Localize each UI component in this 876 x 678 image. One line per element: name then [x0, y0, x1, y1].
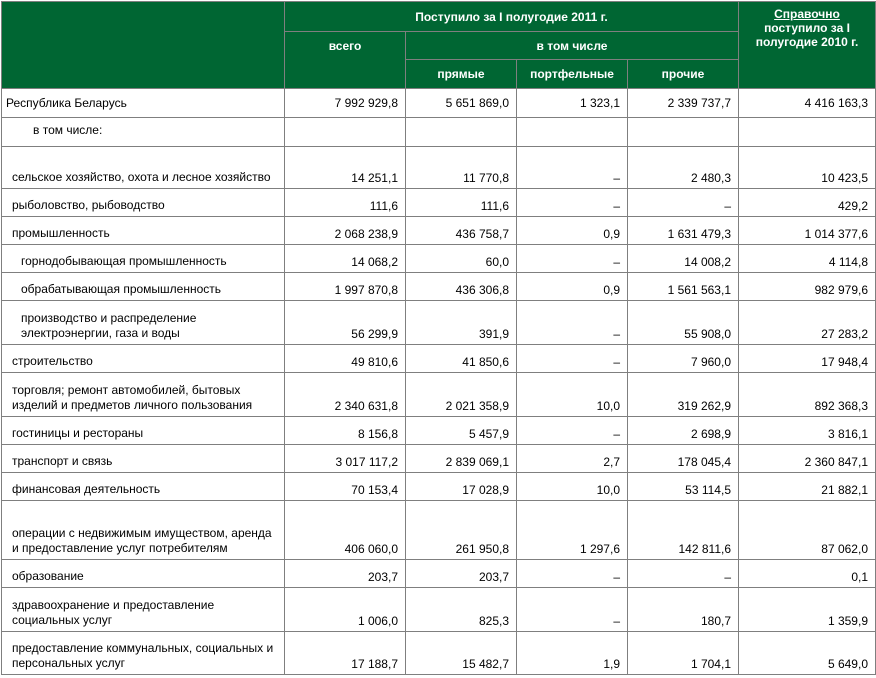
- table-row: [2, 147, 876, 189]
- cell-total: 1 997 870,8: [285, 273, 406, 301]
- cell-total: 2 068 238,9: [285, 217, 406, 245]
- row-name: горнодобывающая промышленность: [2, 245, 285, 273]
- cell-other: 2 480,3: [628, 147, 739, 189]
- reference-text: поступило за I полугодие 2010 г.: [755, 21, 859, 49]
- row-name: сельское хозяйство, охота и лесное хозяйство: [2, 147, 285, 189]
- cell-other: 55 908,0: [628, 301, 739, 345]
- cell-direct: 391,9: [406, 301, 517, 345]
- row-name: производство и распределение электроэнергии, газа и воды: [2, 301, 285, 345]
- cell-other: 180,7: [628, 588, 739, 632]
- cell-other: –: [628, 560, 739, 588]
- row-name: Республика Беларусь: [2, 89, 285, 118]
- cell-direct: 5 651 869,0: [406, 89, 517, 118]
- cell-total: 14 068,2: [285, 245, 406, 273]
- cell-other: 14 008,2: [628, 245, 739, 273]
- row-name: рыболовство, рыбоводство: [2, 189, 285, 217]
- cell-ref2010: 892 368,3: [739, 373, 876, 417]
- cell-direct: 17 028,9: [406, 473, 517, 501]
- cell-direct: 111,6: [406, 189, 517, 217]
- cell-total: 203,7: [285, 560, 406, 588]
- cell-total: 7 992 929,8: [285, 89, 406, 118]
- table-row: [2, 217, 876, 245]
- cell-total: 14 251,1: [285, 147, 406, 189]
- cell-direct: 5 457,9: [406, 417, 517, 445]
- table-body: [2, 89, 876, 675]
- cell-portfolio: –: [517, 147, 628, 189]
- cell-direct: 436 758,7: [406, 217, 517, 245]
- cell-direct: 436 306,8: [406, 273, 517, 301]
- cell-direct: 825,3: [406, 588, 517, 632]
- header-blank-cell: [2, 2, 285, 89]
- table-row: [2, 118, 876, 147]
- header-portfolio: портфельные: [517, 60, 628, 89]
- table-row: [2, 473, 876, 501]
- table-row: [2, 245, 876, 273]
- cell-direct: 60,0: [406, 245, 517, 273]
- cell-direct: 261 950,8: [406, 501, 517, 560]
- table-row: [2, 560, 876, 588]
- cell-portfolio: 1,9: [517, 632, 628, 675]
- table-row: [2, 501, 876, 560]
- cell-total: 49 810,6: [285, 345, 406, 373]
- cell-other: [628, 118, 739, 147]
- header-reference-2010: [739, 2, 876, 89]
- cell-ref2010: 1 014 377,6: [739, 217, 876, 245]
- cell-ref2010: 429,2: [739, 189, 876, 217]
- cell-ref2010: 0,1: [739, 560, 876, 588]
- cell-ref2010: 87 062,0: [739, 501, 876, 560]
- cell-other: –: [628, 189, 739, 217]
- cell-direct: [406, 118, 517, 147]
- cell-other: 1 631 479,3: [628, 217, 739, 245]
- cell-portfolio: –: [517, 560, 628, 588]
- cell-other: 142 811,6: [628, 501, 739, 560]
- cell-portfolio: –: [517, 189, 628, 217]
- cell-portfolio: 1 323,1: [517, 89, 628, 118]
- cell-portfolio: –: [517, 301, 628, 345]
- header-total: всего: [285, 32, 406, 89]
- row-name: предоставление коммунальных, социальных и персональных услуг: [2, 632, 285, 675]
- cell-portfolio: 10,0: [517, 373, 628, 417]
- table-row: [2, 345, 876, 373]
- cell-portfolio: 2,7: [517, 445, 628, 473]
- cell-portfolio: –: [517, 345, 628, 373]
- cell-ref2010: 21 882,1: [739, 473, 876, 501]
- cell-total: 111,6: [285, 189, 406, 217]
- table-row: [2, 301, 876, 345]
- cell-ref2010: 27 283,2: [739, 301, 876, 345]
- cell-ref2010: [739, 118, 876, 147]
- cell-total: 8 156,8: [285, 417, 406, 445]
- cell-ref2010: 4 416 163,3: [739, 89, 876, 118]
- cell-ref2010: 982 979,6: [739, 273, 876, 301]
- cell-ref2010: 2 360 847,1: [739, 445, 876, 473]
- cell-total: 70 153,4: [285, 473, 406, 501]
- cell-portfolio: [517, 118, 628, 147]
- row-name: здравоохранение и предоставление социальных услуг: [2, 588, 285, 632]
- row-name: операции с недвижимым имуществом, аренда и предоставление услуг потребителям: [2, 501, 285, 560]
- table-row: [2, 445, 876, 473]
- cell-portfolio: 10,0: [517, 473, 628, 501]
- cell-other: 1 561 563,1: [628, 273, 739, 301]
- header-period-2011: Поступило за I полугодие 2011 г.: [285, 2, 739, 32]
- cell-other: 2 698,9: [628, 417, 739, 445]
- row-name: транспорт и связь: [2, 445, 285, 473]
- row-name: обрабатывающая промышленность: [2, 273, 285, 301]
- cell-portfolio: –: [517, 588, 628, 632]
- cell-direct: 15 482,7: [406, 632, 517, 675]
- cell-other: 2 339 737,7: [628, 89, 739, 118]
- cell-direct: 2 021 358,9: [406, 373, 517, 417]
- cell-ref2010: 5 649,0: [739, 632, 876, 675]
- cell-other: 1 704,1: [628, 632, 739, 675]
- cell-direct: 41 850,6: [406, 345, 517, 373]
- cell-direct: 11 770,8: [406, 147, 517, 189]
- investment-table: [1, 1, 876, 675]
- cell-portfolio: 0,9: [517, 273, 628, 301]
- cell-ref2010: 3 816,1: [739, 417, 876, 445]
- header-other: прочие: [628, 60, 739, 89]
- cell-portfolio: 1 297,6: [517, 501, 628, 560]
- row-name: финансовая деятельность: [2, 473, 285, 501]
- cell-ref2010: 17 948,4: [739, 345, 876, 373]
- table-row: [2, 189, 876, 217]
- header-direct: прямые: [406, 60, 517, 89]
- row-name: строительство: [2, 345, 285, 373]
- table-row: [2, 417, 876, 445]
- cell-portfolio: –: [517, 417, 628, 445]
- row-name: торговля; ремонт автомобилей, бытовых изделий и предметов личного пользования: [2, 373, 285, 417]
- table-row: [2, 373, 876, 417]
- table-row: [2, 632, 876, 675]
- cell-direct: 203,7: [406, 560, 517, 588]
- row-name: образование: [2, 560, 285, 588]
- cell-ref2010: 1 359,9: [739, 588, 876, 632]
- cell-portfolio: –: [517, 245, 628, 273]
- row-name: гостиницы и рестораны: [2, 417, 285, 445]
- cell-total: 406 060,0: [285, 501, 406, 560]
- cell-portfolio: 0,9: [517, 217, 628, 245]
- table-header: [2, 2, 876, 89]
- cell-total: 1 006,0: [285, 588, 406, 632]
- cell-total: 2 340 631,8: [285, 373, 406, 417]
- cell-other: 319 262,9: [628, 373, 739, 417]
- cell-total: 17 188,7: [285, 632, 406, 675]
- cell-direct: 2 839 069,1: [406, 445, 517, 473]
- row-name: в том числе:: [2, 118, 285, 147]
- row-name: промышленность: [2, 217, 285, 245]
- cell-other: 178 045,4: [628, 445, 739, 473]
- cell-other: 7 960,0: [628, 345, 739, 373]
- table-row: [2, 273, 876, 301]
- header-including: в том числе: [406, 32, 739, 60]
- cell-total: 3 017 117,2: [285, 445, 406, 473]
- table-row: [2, 588, 876, 632]
- table-row: [2, 89, 876, 118]
- reference-link[interactable]: Справочно: [774, 7, 840, 21]
- cell-total: 56 299,9: [285, 301, 406, 345]
- cell-other: 53 114,5: [628, 473, 739, 501]
- cell-total: [285, 118, 406, 147]
- cell-ref2010: 4 114,8: [739, 245, 876, 273]
- cell-ref2010: 10 423,5: [739, 147, 876, 189]
